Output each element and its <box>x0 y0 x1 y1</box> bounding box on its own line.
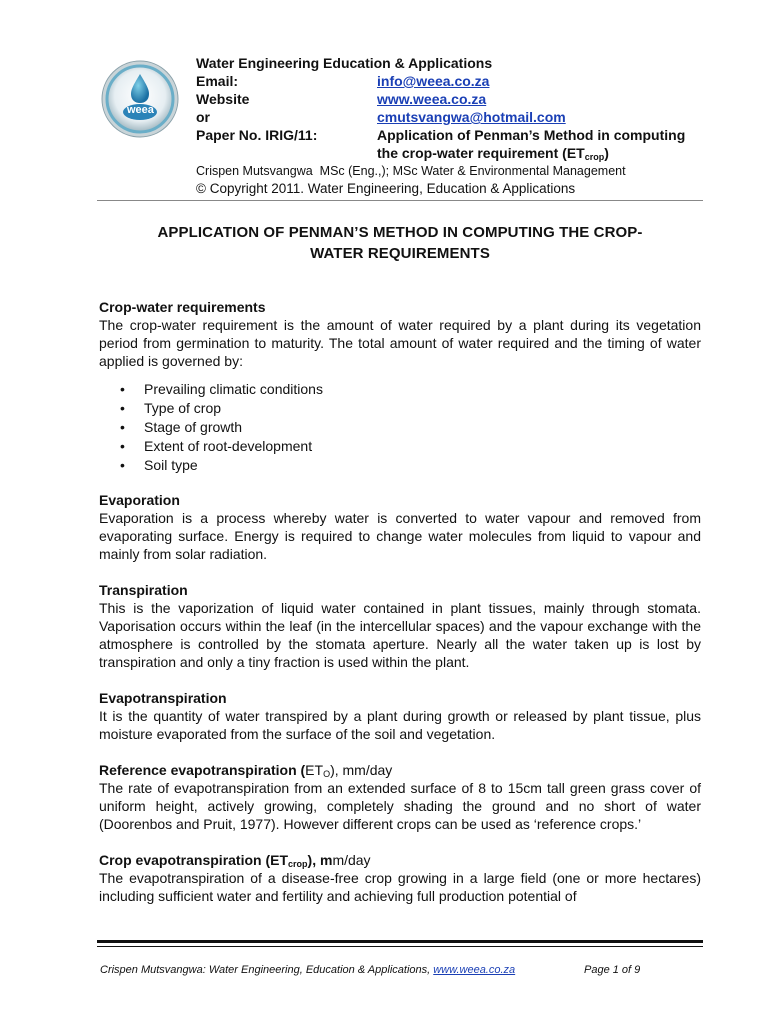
logo-text: weea <box>127 104 154 116</box>
document-body <box>99 298 701 905</box>
header-divider <box>97 200 703 201</box>
factors-list <box>99 380 701 475</box>
email-link[interactable]: info@weea.co.za <box>377 73 490 89</box>
page-footer <box>100 963 660 977</box>
author-name: Crispen Mutsvangwa <box>196 164 313 178</box>
list-item: • Prevailing climatic conditions <box>99 380 701 399</box>
crop-subscript: crop <box>584 152 605 162</box>
list-item: • Extent of root-development <box>99 437 701 456</box>
page-number: Page 1 of 9 <box>584 964 641 976</box>
para-transpiration: This is the vaporization of liquid water contained in plant tissues, mainly through stomata. Vaporisation occurs within the leaf (in the intercellular spaces) and the vapour exchange with the atmosphere is controlled by the stomata aperture. Nearly all the water taken up is lost by transpiration and only a tiny fraction is used within the plant. <box>99 600 701 670</box>
spacer <box>99 563 701 581</box>
author-line <box>196 163 716 180</box>
website-link[interactable]: www.weea.co.za <box>377 91 487 107</box>
page-title <box>97 222 703 264</box>
weea-logo <box>101 60 179 138</box>
heading-evaporation: Evaporation <box>99 492 180 508</box>
spacer <box>99 671 701 689</box>
spacer <box>99 743 701 761</box>
heading-transpiration: Transpiration <box>99 582 188 598</box>
para-evapotranspiration: It is the quantity of water transpired by a plant during growth or released by plant tissue, plus moisture evaporated from the surface of the soil and vegetation. <box>99 708 701 742</box>
website-row <box>196 90 716 108</box>
para-crop-water: The crop-water requirement is the amount of water required by a plant during its vegetation period from germination to maturity. The total amount of water required and the timing of water applied is governed by: <box>99 317 701 369</box>
copyright-line: © Copyright 2011. Water Engineering, Education & Applications <box>196 181 576 196</box>
footer-divider-thin <box>97 946 703 947</box>
heading-crop-et: Crop evapotranspiration $(ET_{crop})$, mm/day <box>99 852 371 869</box>
email-label: Email: <box>196 73 239 89</box>
heading-evapotranspiration: Evapotranspiration <box>99 690 227 706</box>
alt-email-row <box>196 108 716 126</box>
para-reference-et: The rate of evapotranspiration from an extended surface of 8 to 15cm tall green grass cover of uniform height, actively growing, completely shading the ground and no short of water (Doorenbos and Pruit, 1977). However different crops can be used as ‘reference crops.’ <box>99 780 701 832</box>
paper-title-line2: the crop-water requirement $(ET_{crop})$ <box>377 145 609 162</box>
list-item: • Stage of growth <box>99 418 701 437</box>
paper-label: Paper No. IRIG/11: <box>196 127 318 143</box>
title-line1: APPLICATION OF PENMAN’S METHOD IN COMPUTING THE CROP- <box>157 224 643 241</box>
alt-email-link[interactable]: cmutsvangwa@hotmail.com <box>377 109 566 125</box>
footer-divider <box>97 940 703 943</box>
org-name: Water Engineering Education & Applications <box>196 55 493 71</box>
footer-website-link[interactable]: www.weea.co.za <box>433 964 516 976</box>
footer-text: Crispen Mutsvangwa: Water Engineering, Education & Applications, <box>100 964 434 976</box>
email-row <box>196 72 716 90</box>
paper-row <box>196 126 716 144</box>
list-item: • Type of crop <box>99 399 701 418</box>
para-evaporation: Evaporation is a process whereby water is converted to water vapour and removed from evaporating surface. Energy is required to change water molecules from liquid to vapour and mainly from solar radiation. <box>99 510 701 562</box>
spacer <box>99 833 701 851</box>
author-quals: MSc (Eng.,); MSc Water & Environmental Management <box>319 164 626 178</box>
document-header <box>196 54 716 197</box>
org-line <box>196 54 716 72</box>
website-label: Website <box>196 91 250 107</box>
heading-reference-et: Reference evapotranspiration $(ET_O)$, mm/day <box>99 762 393 779</box>
para-crop-et: The evapotranspiration of a disease-free crop growing in a large field (one or more hectares) including sufficient water and fertility and achieving full production potential of <box>99 870 701 904</box>
heading-crop-water: Crop-water requirements <box>99 299 266 315</box>
paper-title-line1: Application of Penman’s Method in computing <box>377 127 686 143</box>
spacer <box>99 475 701 491</box>
list-item: • Soil type <box>99 456 701 475</box>
or-label: or <box>196 109 210 125</box>
title-line2: WATER REQUIREMENTS <box>310 245 490 262</box>
